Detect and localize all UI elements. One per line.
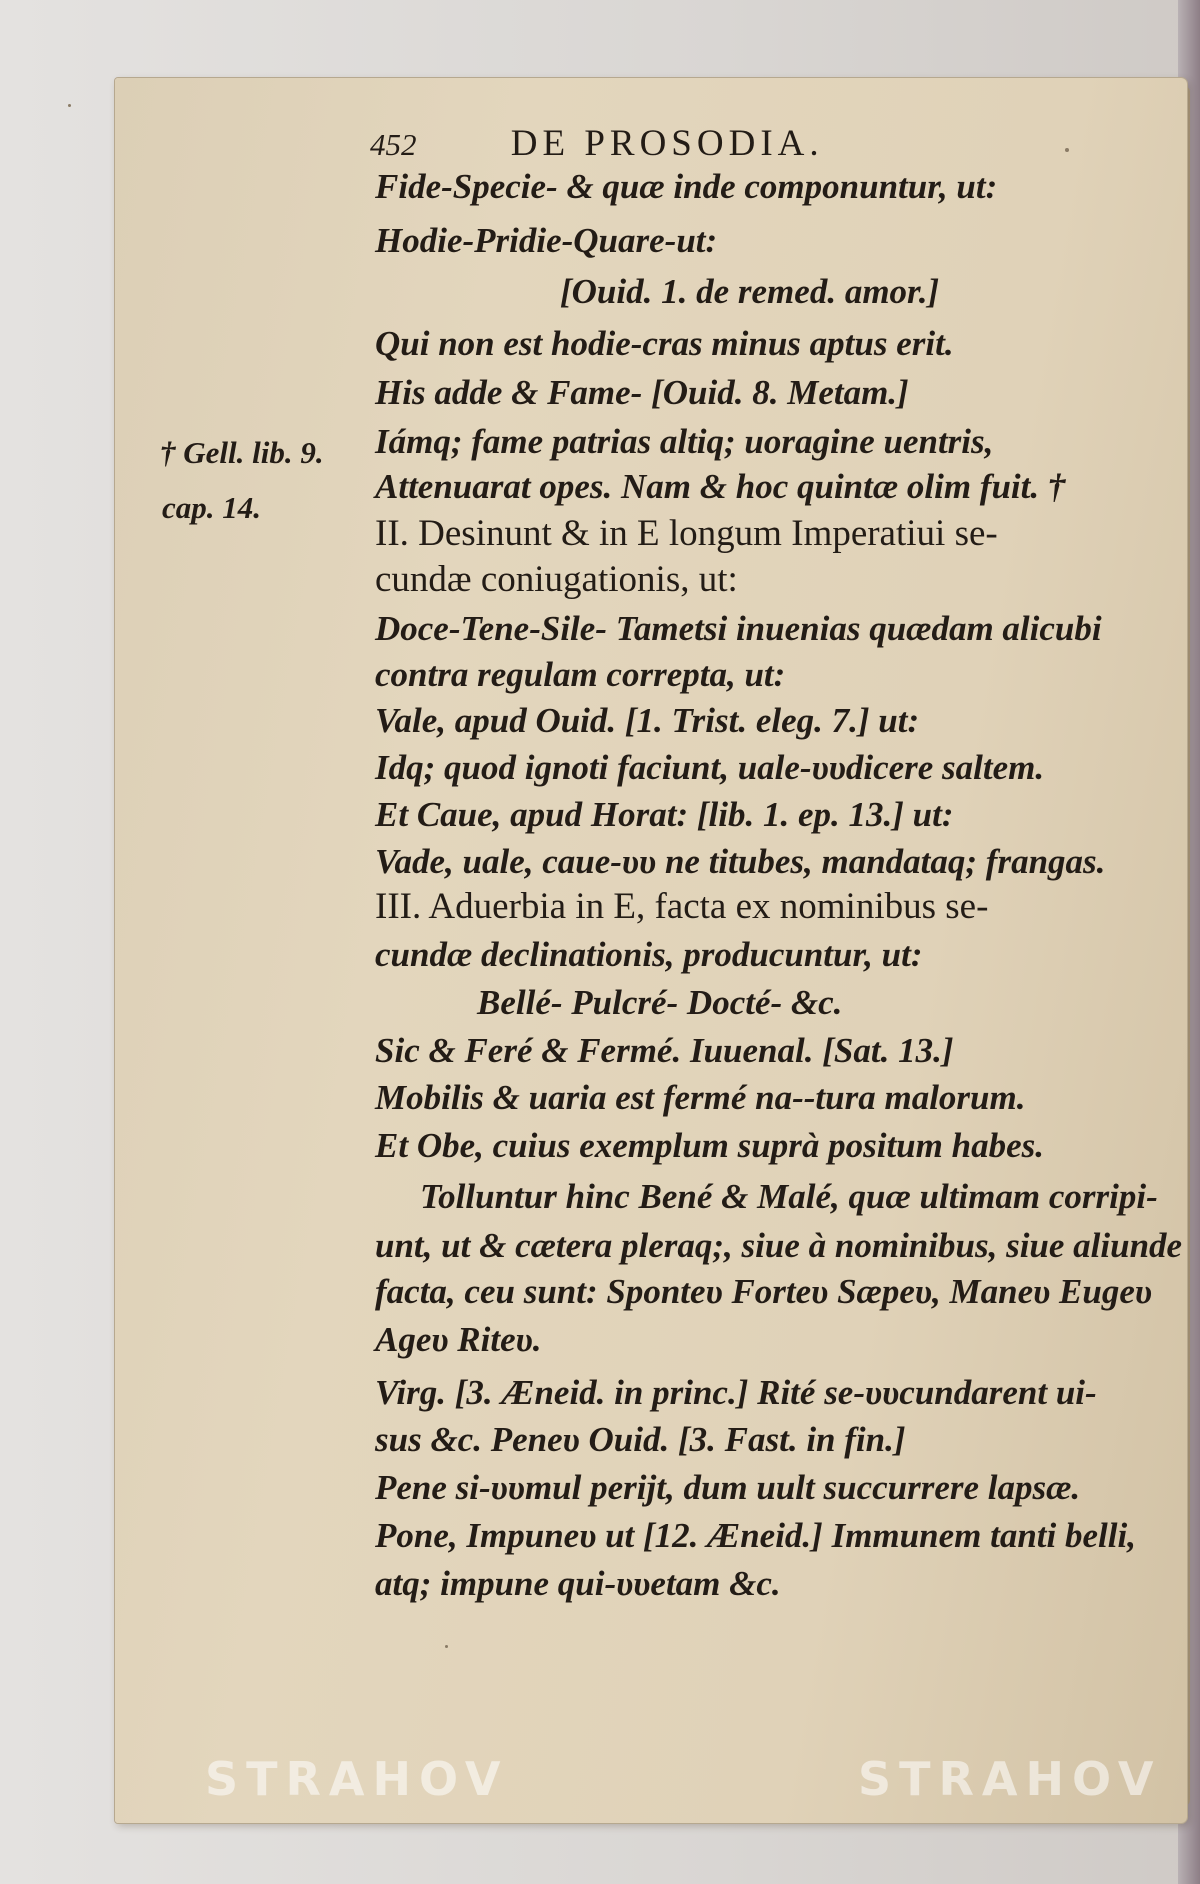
text-line: [Ouid. 1. de remed. amor.] [560, 272, 940, 311]
section-heading-line: II. Desinunt & in E longum Imperatiui se- [375, 513, 998, 554]
ink-speck [445, 1645, 448, 1648]
text-line: unt, ut & cætera pleraq;, siue à nominibus, siue aliunde [375, 1226, 1183, 1265]
text-line: Iámq; fame patrias altiq; uoragine uentris, [375, 422, 994, 461]
margin-note-line-2: cap. 14. [162, 490, 262, 525]
text-line: Hodie-Pridie-Quare-ut: [375, 221, 718, 260]
text-line: contra regulam correpta, ut: [375, 655, 786, 694]
text-line: cundæ declinationis, producuntur, ut: [375, 935, 923, 974]
ink-speck [1065, 148, 1069, 152]
running-header [370, 122, 824, 165]
text-line: Attenuarat opes. Nam & hoc quintæ olim fuit. † [375, 467, 1066, 506]
text-line: Fide-Specie- & quæ inde componuntur, ut: [375, 167, 998, 206]
text-line: atq; impune qui-υυetam &c. [375, 1564, 781, 1603]
text-line: cundæ coniugationis, ut: [375, 559, 738, 600]
text-line: His adde & Fame- [Ouid. 8. Metam.] [375, 373, 909, 412]
text-line: Doce-Tene-Sile- Tametsi inuenias quædam alicubi [375, 609, 1102, 648]
text-line: Mobilis & uaria est fermé na--tura malorum. [375, 1078, 1026, 1117]
text-line: Bellé- Pulcré- Docté- &c. [477, 983, 843, 1022]
text-line: Vade, uale, caue-υυ ne titubes, mandataq; frangas. [375, 842, 1106, 881]
text-line: Tolluntur hinc Bené & Malé, quæ ultimam corripi- [420, 1177, 1158, 1216]
text-line: Vale, apud Ouid. [1. Trist. eleg. 7.] ut: [375, 701, 920, 740]
section-heading-line: III. Aduerbia in E, facta ex nominibus se- [375, 886, 989, 927]
text-line: Sic & Feré & Fermé. Iuuenal. [Sat. 13.] [375, 1031, 954, 1070]
margin-note-line-1: † Gell. lib. 9. [160, 435, 324, 470]
text-line: Et Caue, apud Horat: [lib. 1. ep. 13.] ut: [375, 795, 954, 834]
text-line: sus &c. Peneυ Ouid. [3. Fast. in fin.] [375, 1420, 906, 1459]
text-line: Et Obe, cuius exemplum suprà positum habes. [375, 1126, 1044, 1165]
text-line: Virg. [3. Æneid. in princ.] Rité se-υυcundarent ui- [375, 1373, 1097, 1412]
page-number: 452 [370, 127, 417, 162]
text-line: Qui non est hodie-cras minus aptus erit. [375, 324, 954, 363]
running-title: DE PROSODIA. [510, 123, 824, 164]
watermark-right: STRAHOV [858, 1752, 1162, 1806]
text-line: facta, ceu sunt: Sponteυ Forteυ Sæpeυ, Maneυ Eugeυ [375, 1272, 1152, 1311]
watermark-left: STRAHOV [205, 1752, 509, 1806]
text-line: Pone, Impuneυ ut [12. Æneid.] Immunem tanti belli, [375, 1516, 1136, 1555]
text-line: Idq; quod ignoti faciunt, uale-υυdicere saltem. [375, 748, 1045, 787]
text-line: Pene si-υυmul perijt, dum uult succurrere lapsæ. [375, 1468, 1081, 1507]
text-line: Ageυ Riteυ. [375, 1320, 542, 1359]
ink-speck [68, 104, 71, 107]
